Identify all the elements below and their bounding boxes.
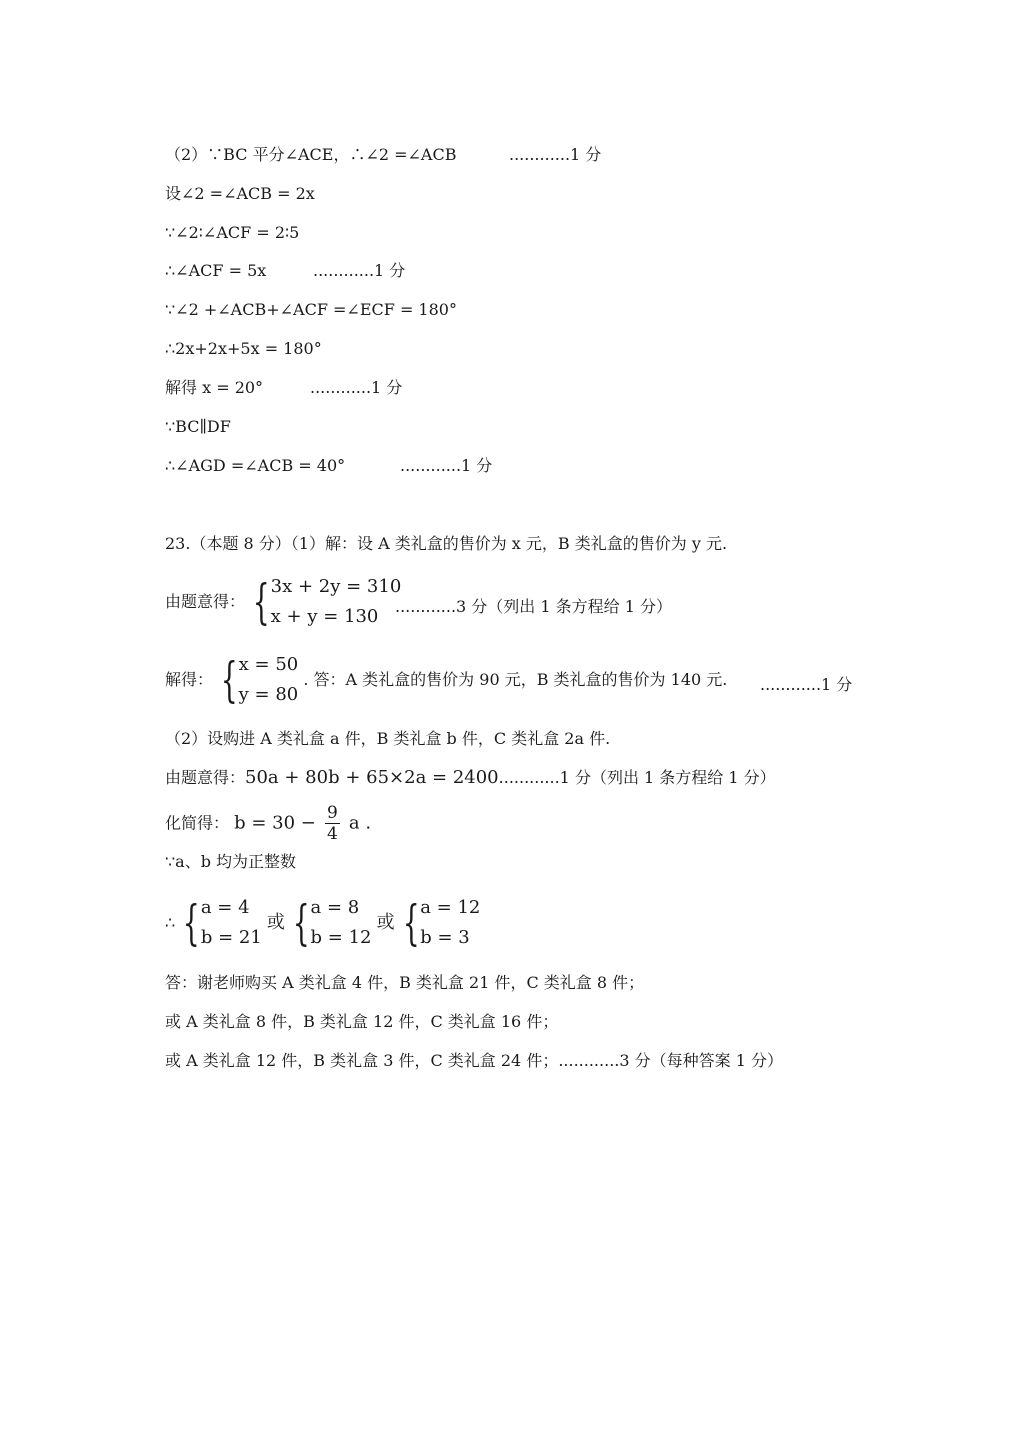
q23-frac-numerator: 9 (326, 803, 338, 823)
q22-line-8: ∵BC∥DF (165, 417, 231, 436)
q23-case-2-b: b = 12 (310, 927, 372, 948)
q23-eq-label: 由题意得： (165, 592, 246, 611)
q23-solution (165, 650, 853, 710)
q23-sol1: x = 50 (238, 654, 299, 675)
q23-p2-eq-score: ............1 分（列出 1 条方程给 1 分） (498, 768, 776, 787)
q23-simplify (165, 800, 371, 847)
q23-fraction (325, 803, 340, 844)
q22-line-6: ∴2x+2x+5x = 180° (165, 339, 322, 358)
left-brace-icon: { (292, 895, 310, 951)
q23-answer-3-text: 或 A 类礼盒 12 件，B 类礼盒 3 件，C 类礼盒 24 件； (165, 1051, 559, 1070)
q22-line-7-text: 解得 x = 20° (165, 378, 264, 397)
q23-eq-stack (271, 572, 402, 632)
q22-line-1-score: ............1 分 (509, 145, 602, 164)
q22-line-9-text: ∴∠AGD =∠ACB = 40° (165, 456, 346, 475)
q22-line-3: ∵∠2∶∠ACF = 2∶5 (165, 223, 300, 242)
q23-eq2: x + y = 130 (270, 606, 379, 627)
left-brace-icon: { (402, 895, 420, 951)
q23-answer-2: 或 A 类礼盒 8 件，B 类礼盒 12 件，C 类礼盒 16 件； (165, 1012, 559, 1031)
q23-sol-answer: . 答：A 类礼盒的售价为 90 元，B 类礼盒的售价为 140 元. (303, 670, 728, 689)
q22-line-4-text: ∴∠ACF = 5x (165, 261, 267, 280)
q23-case-2-a: a = 8 (310, 897, 360, 918)
q23-case-3-stack (420, 893, 480, 953)
q23-case-2-stack (311, 893, 372, 953)
q23-case-1-b: b = 21 (200, 927, 262, 948)
q23-answer-1: 答：谢老师购买 A 类礼盒 4 件，B 类礼盒 21 件，C 类礼盒 8 件； (165, 973, 645, 992)
q22-line-4-score: ............1 分 (313, 261, 406, 280)
q23-case-3-b: b = 3 (420, 927, 470, 948)
q22-line-2: 设∠2 =∠ACB = 2x (165, 184, 315, 203)
q23-part2-equation (165, 768, 776, 788)
q23-cases (165, 893, 480, 953)
q22-line-1-text: （2）∵BC 平分∠ACE，∴∠2 =∠ACB (165, 145, 457, 164)
q23-eq-brace-group (250, 572, 401, 632)
q23-frac-denominator: 4 (326, 824, 338, 844)
q22-line-9 (165, 456, 493, 476)
q23-case-1-a: a = 4 (200, 897, 250, 918)
q23-sol-brace-group (218, 650, 298, 710)
left-brace-icon: { (183, 895, 200, 951)
q23-case-2 (290, 893, 372, 953)
q23-answer-3-score: ............3 分（每种答案 1 分） (558, 1051, 783, 1070)
q23-p2-eq: 50a + 80b + 65×2a = 2400 (245, 767, 499, 788)
q23-or-1: 或 (266, 912, 285, 933)
q23-simp-label: 化简得： (165, 813, 230, 833)
q23-case-3-a: a = 12 (420, 897, 481, 918)
q23-case-3 (400, 893, 481, 953)
q23-answer-3 (165, 1051, 783, 1071)
left-brace-icon: { (252, 574, 270, 630)
left-brace-icon: { (220, 652, 238, 708)
q22-line-1 (165, 145, 602, 165)
q22-line-9-score: ............1 分 (400, 456, 493, 475)
q22-line-7 (165, 378, 403, 398)
q23-simp-left: b = 30 − (234, 812, 316, 834)
q22-line-4 (165, 261, 406, 281)
q23-p2-eq-label: 由题意得： (165, 768, 246, 787)
q23-part2-header: （2）设购进 A 类礼盒 a 件，B 类礼盒 b 件，C 类礼盒 2a 件. (165, 729, 611, 748)
q23-simp-right: a . (348, 812, 372, 834)
q23-or-2: 或 (376, 912, 395, 933)
q23-header: 23.（本题 8 分）（1）解：设 A 类礼盒的售价为 x 元，B 类礼盒的售价为 y 元. (165, 534, 728, 553)
q23-sol-score: ............1 分 (760, 675, 853, 694)
q23-sol-label: 解得： (165, 670, 214, 689)
q23-case-1-stack (201, 893, 262, 953)
q23-sol-stack (239, 650, 299, 710)
q23-sol2: y = 80 (238, 684, 299, 705)
q23-eq1: 3x + 2y = 310 (270, 576, 402, 597)
therefore-symbol: ∴ (165, 913, 176, 932)
q22-line-7-score: ............1 分 (310, 378, 403, 397)
q22-line-5: ∵∠2 +∠ACB+∠ACF =∠ECF = 180° (165, 300, 457, 319)
q23-eq-score: ............3 分（列出 1 条方程给 1 分） (395, 597, 673, 616)
q23-case-1 (180, 893, 262, 953)
q23-equation-system (165, 572, 673, 632)
q23-integers: ∵a、b 均为正整数 (165, 852, 297, 871)
